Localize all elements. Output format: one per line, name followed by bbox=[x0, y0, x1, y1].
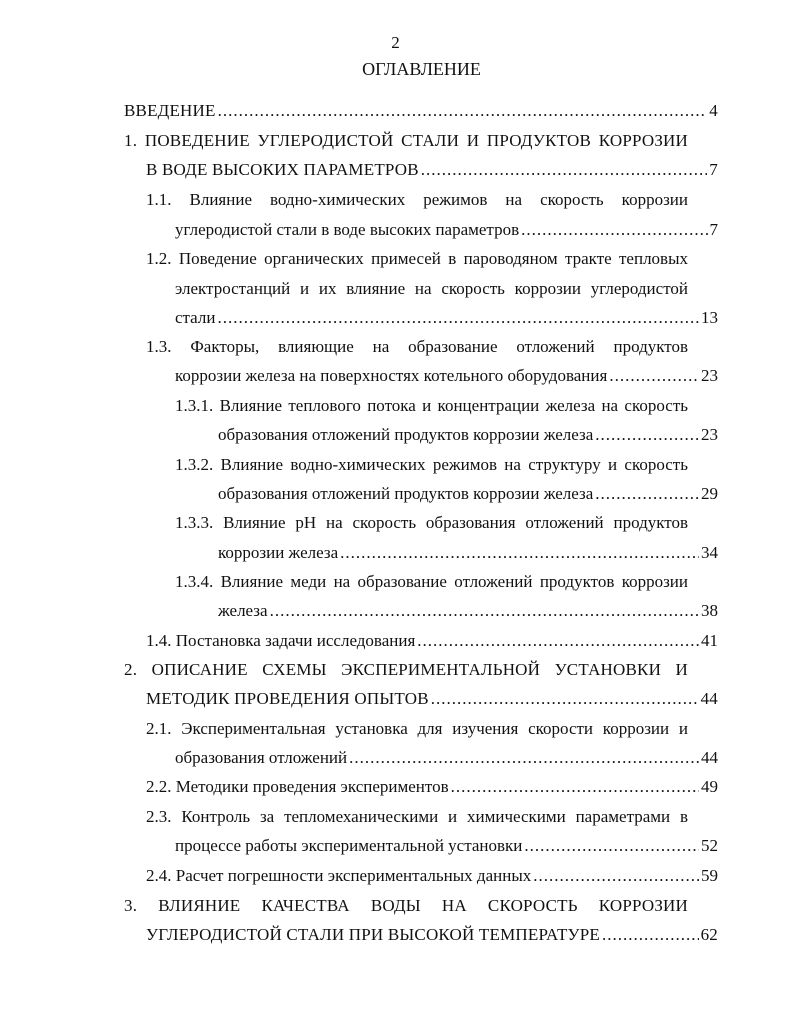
toc-entry-1-3-1-cont[interactable] bbox=[218, 423, 718, 447]
dot-leader bbox=[521, 218, 707, 242]
page-number: 2 bbox=[391, 33, 400, 52]
toc-entry-1-3-1[interactable] bbox=[175, 394, 688, 418]
toc-page-number: 38 bbox=[701, 601, 718, 620]
toc-entry-number: 1.3. bbox=[146, 337, 172, 356]
dot-leader bbox=[533, 864, 699, 888]
toc-entry-1-3-3-cont[interactable] bbox=[218, 541, 718, 565]
toc-entry-1-3-2-cont[interactable] bbox=[218, 482, 718, 506]
toc-page-number: 7 bbox=[709, 220, 718, 239]
toc-entry-title: коррозии железа bbox=[218, 543, 339, 562]
toc-entry-title: процессе работы экспериментальной установки bbox=[175, 836, 523, 855]
dot-leader bbox=[595, 482, 699, 506]
toc-entry-title: Поведение органических примесей в пароводяном тракте тепловых bbox=[178, 249, 688, 268]
toc-entry-title: образования отложений продуктов коррозии железа bbox=[218, 484, 594, 503]
toc-page-number: 23 bbox=[701, 425, 718, 444]
toc-entry-title: Постановка задачи исследования bbox=[175, 631, 416, 650]
toc-page-number: 23 bbox=[701, 366, 718, 385]
toc-entry-1-2[interactable] bbox=[146, 247, 688, 271]
toc-entry-intro[interactable] bbox=[124, 99, 718, 123]
toc-entry-number: 1.3.1. bbox=[175, 396, 214, 415]
dot-leader bbox=[595, 423, 699, 447]
toc-entry-title: Контроль за тепломеханическими и химическими параметрами в bbox=[181, 807, 688, 826]
toc-entry-1-3-cont[interactable] bbox=[175, 364, 718, 388]
toc-entry-2-3[interactable] bbox=[146, 805, 688, 829]
dot-leader bbox=[524, 834, 699, 858]
toc-entry-title: В ВОДЕ ВЫСОКИХ ПАРАМЕТРОВ bbox=[146, 160, 419, 179]
toc-entry-1-3[interactable] bbox=[146, 335, 688, 359]
dot-leader bbox=[431, 687, 699, 711]
toc-entry-number: 2. bbox=[124, 660, 138, 679]
toc-entry-title: ВЛИЯНИЕ КАЧЕСТВА ВОДЫ НА СКОРОСТЬ КОРРОЗИИ bbox=[158, 896, 688, 915]
dot-leader bbox=[349, 746, 699, 770]
toc-entry-title: железа bbox=[218, 601, 268, 620]
toc-title: ОГЛАВЛЕНИЕ bbox=[362, 59, 481, 79]
toc-entry-number: 3. bbox=[124, 896, 138, 915]
dot-leader bbox=[451, 775, 699, 799]
toc-entry-number: 2.2. bbox=[146, 777, 172, 796]
toc-entry-title: Расчет погрешности экспериментальных данных bbox=[175, 866, 532, 885]
toc-entry-title: Влияние pH на скорость образования отложений продуктов bbox=[223, 513, 688, 532]
toc-entry-2-1-cont[interactable] bbox=[175, 746, 718, 770]
dot-leader bbox=[270, 599, 699, 623]
toc-entry-title: Экспериментальная установка для изучения скорости коррозии и bbox=[181, 719, 688, 738]
toc-entry-title: Влияние меди на образование отложений продуктов коррозии bbox=[220, 572, 688, 591]
toc-entry-number: 1.1. bbox=[146, 190, 172, 209]
toc-entry-title: электростанций и их влияние на скорость коррозии углеродистой bbox=[175, 279, 688, 298]
toc-entry-1-2-cont2[interactable] bbox=[175, 306, 718, 330]
toc-entry-title: ПОВЕДЕНИЕ УГЛЕРОДИСТОЙ СТАЛИ И ПРОДУКТОВ КОРРОЗИИ bbox=[144, 131, 688, 150]
toc-page-number: 59 bbox=[701, 866, 718, 885]
toc-entry-title: Влияние теплового потока и концентрации железа на скорость bbox=[219, 396, 688, 415]
toc-entry-title: ОПИСАНИЕ СХЕМЫ ЭКСПЕРИМЕНТАЛЬНОЙ УСТАНОВКИ И bbox=[151, 660, 688, 679]
toc-page-number: 29 bbox=[701, 484, 718, 503]
toc-entry-title: Факторы, влияющие на образование отложений продуктов bbox=[190, 337, 688, 356]
dot-leader bbox=[602, 923, 699, 947]
toc-entry-2-3-cont[interactable] bbox=[175, 834, 718, 858]
toc-entry-title: Влияние водно-химических режимов на структуру и скорость bbox=[220, 455, 688, 474]
toc-entry-2-4[interactable] bbox=[146, 864, 718, 888]
toc-entry-1-3-3[interactable] bbox=[175, 511, 688, 535]
toc-entry-3-cont[interactable] bbox=[146, 923, 718, 947]
toc-page-number: 41 bbox=[701, 631, 718, 650]
toc-entry-1-1-cont[interactable] bbox=[175, 218, 718, 242]
toc-entry-number: 2.1. bbox=[146, 719, 172, 738]
toc-entry-number: 2.3. bbox=[146, 807, 172, 826]
toc-page-number: 49 bbox=[701, 777, 718, 796]
toc-entry-1-4[interactable] bbox=[146, 629, 718, 653]
toc-entry-1-3-2[interactable] bbox=[175, 453, 688, 477]
toc-page-number: 34 bbox=[701, 543, 718, 562]
toc-page-number: 44 bbox=[700, 689, 718, 708]
toc-entry-1-3-4-cont[interactable] bbox=[218, 599, 718, 623]
toc-page-number: 52 bbox=[701, 836, 718, 855]
toc-entry-title: стали bbox=[175, 308, 216, 327]
toc-entry-1[interactable] bbox=[124, 129, 688, 153]
toc-page-number: 7 bbox=[709, 160, 718, 179]
toc-entry-2-1[interactable] bbox=[146, 717, 688, 741]
toc-page-number: 13 bbox=[701, 308, 718, 327]
toc-entry-title: МЕТОДИК ПРОВЕДЕНИЯ ОПЫТОВ bbox=[146, 689, 429, 708]
toc-page-number: 44 bbox=[701, 748, 718, 767]
toc-entry-title: коррозии железа на поверхностях котельного оборудования bbox=[175, 366, 608, 385]
toc-entry-title: УГЛЕРОДИСТОЙ СТАЛИ ПРИ ВЫСОКОЙ ТЕМПЕРАТУРЕ bbox=[146, 925, 601, 944]
toc-entry-number: 2.4. bbox=[146, 866, 172, 885]
dot-leader bbox=[217, 306, 699, 330]
toc-entry-1-cont[interactable] bbox=[146, 158, 718, 182]
toc-entry-number: 1.3.2. bbox=[175, 455, 214, 474]
toc-entry-3[interactable] bbox=[124, 894, 688, 918]
toc-entry-title: углеродистой стали в воде высоких параметров bbox=[175, 220, 520, 239]
toc-entry-2-2[interactable] bbox=[146, 775, 718, 799]
toc-entry-2-cont[interactable] bbox=[146, 687, 718, 711]
toc-entry-number: 1.4. bbox=[146, 631, 172, 650]
toc-entry-2[interactable] bbox=[124, 658, 688, 682]
toc-entry-number: 1.3.4. bbox=[175, 572, 214, 591]
toc-page-number: 4 bbox=[709, 101, 718, 120]
toc-page-number: 62 bbox=[700, 925, 718, 944]
toc-entry-number: 1.2. bbox=[146, 249, 172, 268]
toc-entry-title: Влияние водно-химических режимов на скорость коррозии bbox=[189, 190, 688, 209]
toc-entry-1-3-4[interactable] bbox=[175, 570, 688, 594]
toc-entry-1-1[interactable] bbox=[146, 188, 688, 212]
toc-entry-title: образования отложений bbox=[175, 748, 348, 767]
dot-leader bbox=[417, 629, 699, 653]
toc-entry-title: ВВЕДЕНИЕ bbox=[124, 101, 216, 120]
toc-entry-number: 1. bbox=[124, 131, 138, 150]
toc-entry-title: образования отложений продуктов коррозии железа bbox=[218, 425, 594, 444]
toc-entry-title: Методики проведения экспериментов bbox=[175, 777, 449, 796]
dot-leader bbox=[340, 541, 699, 565]
dot-leader bbox=[218, 99, 708, 123]
toc-entry-1-2-cont[interactable] bbox=[175, 277, 688, 301]
dot-leader bbox=[609, 364, 699, 388]
dot-leader bbox=[421, 158, 708, 182]
toc-entry-number: 1.3.3. bbox=[175, 513, 214, 532]
